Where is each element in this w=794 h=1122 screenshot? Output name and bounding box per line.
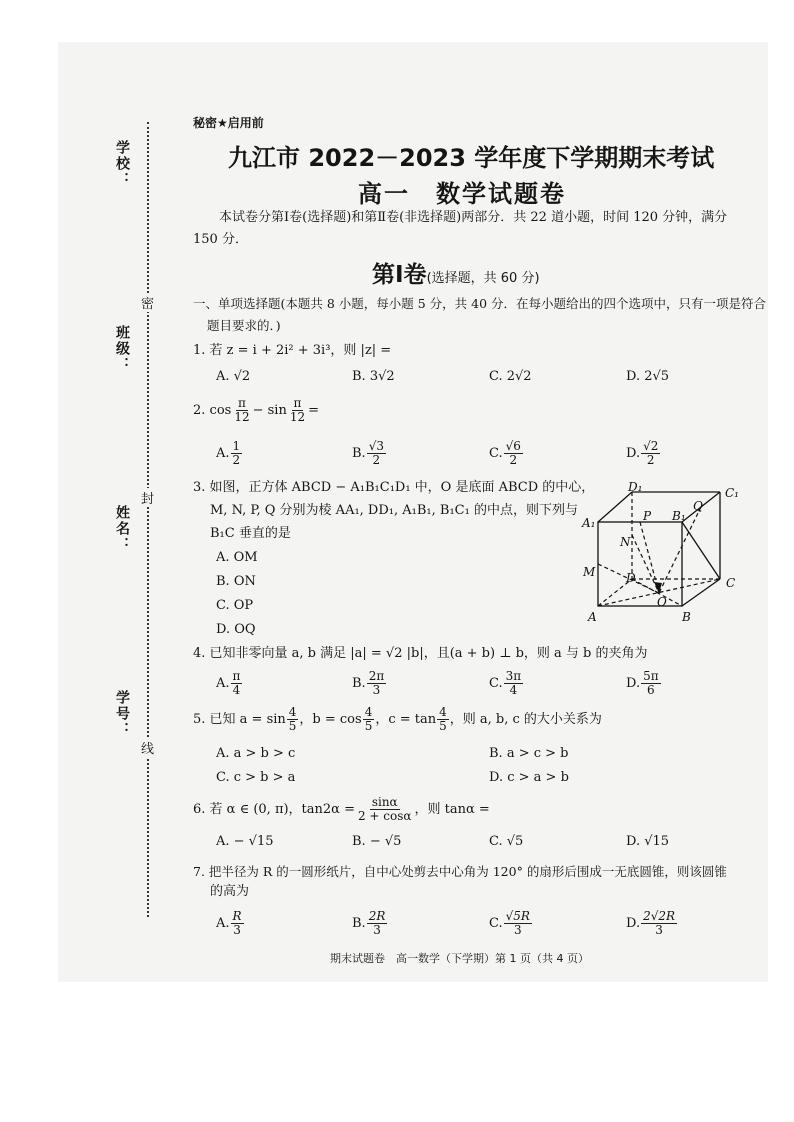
q4-d-label: D. [626, 676, 641, 691]
q2-frac-2 [288, 397, 307, 424]
q4-c-label: C. [489, 676, 503, 691]
cube-label-a: A [588, 610, 597, 624]
cube-label-a1: A₁ [582, 516, 596, 530]
q2-a-label: A. [216, 446, 230, 461]
part1-note: (选择题，共 60 分) [426, 271, 540, 286]
q2-b-n: √3 [368, 439, 384, 453]
q2-option-c [489, 440, 524, 467]
cube-label-p: P [643, 509, 652, 523]
q4-b-n: 2π [368, 669, 385, 683]
page-footer: 期末试题卷 高一数学（下学期）第 1 页（共 4 页） [330, 952, 589, 965]
q1-option-a: A. √2 [216, 369, 251, 384]
q7-option-a [216, 910, 245, 937]
cube-label-n: N [620, 535, 631, 549]
q2-frac-1 [232, 397, 251, 424]
cube-label-q: Q [693, 499, 703, 513]
q2-c-label: C. [489, 446, 503, 461]
q2-frac-2-d: 12 [289, 410, 306, 424]
q2-mid: − sin [252, 402, 287, 418]
q7-a-label: A. [216, 916, 230, 931]
q4-stem: 4. 已知非零向量 a, b 满足 |a| = √2 |b|，且(a + b) ⊥ b，则 a 与 b 的夹角为 [193, 646, 648, 661]
cube-label-b: B [682, 610, 691, 624]
q7-b-label: B. [352, 916, 366, 931]
q2-end: = [308, 402, 320, 418]
q6-frac-n: sinα [371, 795, 398, 809]
q7-b-n: 2R [368, 909, 386, 923]
q4-option-b [352, 670, 387, 697]
q4-option-a [216, 670, 243, 697]
q7-c-n: √5R [505, 909, 530, 923]
q7-option-d [626, 910, 678, 937]
q2-c-n: √6 [505, 439, 521, 453]
q5-pre: 5. 已知 a = sin [193, 711, 286, 727]
q2-d-n: √2 [643, 439, 659, 453]
q6-option-d: D. √15 [626, 834, 670, 849]
secret-note: 秘密★启用前 [193, 116, 264, 130]
q5-option-a: A. a > b > c [216, 746, 296, 761]
q3-line1: 3. 如图，正方体 ABCD − A₁B₁C₁D₁ 中，O 是底面 ABCD 的中心， [193, 480, 595, 495]
q7-c-d: 3 [513, 923, 522, 937]
seal-word-xian: 线 [141, 738, 154, 757]
q4-option-c [489, 670, 524, 697]
q3-option-a: A. OM [216, 550, 258, 565]
q3-line3: B₁C 垂直的是 [210, 526, 291, 541]
q7-a-d: 3 [233, 923, 241, 937]
q6-stem [193, 796, 490, 823]
q2-option-a [216, 440, 243, 467]
q6-pre: 6. 若 α ∈ (0, π)，tan2α = [193, 801, 355, 817]
q1-stem: 1. 若 z = i + 2i² + 3i³，则 |z| = [193, 343, 392, 358]
q5-f2-n: 4 [364, 705, 373, 719]
cube-line-b1c [682, 522, 720, 579]
q2-option-b [352, 440, 387, 467]
q4-d-d: 6 [647, 683, 655, 697]
cube-figure [580, 482, 755, 627]
q4-b-d: 3 [372, 683, 381, 697]
q2-a-n: 1 [232, 439, 241, 453]
cube-label-c: C [726, 576, 736, 590]
q4-d-n: 5π [643, 669, 659, 683]
cube-label-o: O [657, 595, 667, 609]
q7-option-b [352, 910, 388, 937]
student-id-label: 学号： [114, 690, 130, 738]
q3-option-c: C. OP [216, 598, 254, 613]
q7-line1: 7. 把半径为 R 的一圆形纸片，自中心处剪去中心角为 120° 的扇形后围成一无底圆锥，则该圆锥 [193, 864, 727, 879]
q4-a-n: π [232, 669, 241, 683]
q3-option-b: B. ON [216, 574, 256, 589]
q6-frac-d: 2 + cosα [357, 809, 412, 823]
binding-dotted-line [147, 122, 149, 917]
class-label: 班级： [114, 325, 130, 373]
q2-d-label: D. [626, 446, 641, 461]
q2-b-label: B. [352, 446, 366, 461]
q1-option-b: B. 3√2 [352, 369, 395, 384]
q6-post: ，则 tanα = [414, 801, 490, 817]
q2-d-d: 2 [646, 453, 655, 467]
q7-d-label: D. [626, 916, 641, 931]
q7-c-label: C. [489, 916, 503, 931]
seal-word-feng: 封 [141, 488, 154, 507]
q2-c-d: 2 [509, 453, 518, 467]
q7-a-n: R [232, 909, 242, 923]
q6-option-a: A. − √15 [216, 834, 274, 849]
q4-a-d: 4 [232, 683, 241, 697]
q2-a-d: 2 [232, 453, 241, 467]
cube-label-d1: D₁ [628, 482, 643, 494]
cube-label-c1: C₁ [725, 486, 739, 500]
part1-title: 第Ⅰ卷 [372, 262, 427, 288]
school-label: 学校： [114, 140, 130, 188]
cube-label-b1: B₁ [672, 509, 686, 523]
name-label: 姓名： [114, 505, 130, 553]
seal-word-mi: 密 [141, 293, 154, 312]
q2-frac-1-d: 12 [234, 410, 250, 424]
q5-f2-d: 5 [364, 719, 373, 733]
cube-label-d: D [626, 571, 636, 585]
q2-frac-2-n: π [293, 396, 302, 410]
q2-b-d: 2 [372, 453, 381, 467]
q5-option-c: C. c > b > a [216, 770, 296, 785]
q5-f1-d: 5 [288, 719, 297, 733]
q2-num: 2. cos [193, 402, 232, 418]
q5-f3-n: 4 [439, 705, 447, 719]
q5-option-b: B. a > c > b [489, 746, 569, 761]
q1-option-c: C. 2√2 [489, 369, 532, 384]
q5-stem [193, 706, 602, 733]
q5-f3-d: 5 [439, 719, 447, 733]
q7-option-c [489, 910, 533, 937]
q5-mid2: ，c = tan [375, 711, 437, 727]
section1-title: 一、单项选择题(本题共 8 小题，每小题 5 分，共 40 分．在每小题给出的四个选项中，只有一项是符合题目要求的．) [193, 296, 767, 333]
cube-edge-a1d1 [598, 492, 632, 522]
q7-d-d: 3 [655, 923, 663, 937]
q4-c-n: 3π [505, 669, 522, 683]
q4-option-d [626, 670, 662, 697]
q5-option-d: D. c > a > b [489, 770, 569, 785]
exam-title: 九江市 2022－2023 学年度下学期期末考试 [228, 144, 715, 172]
q7-b-d: 3 [373, 923, 381, 937]
q5-mid1: ，b = cos [299, 711, 362, 727]
cube-label-m: M [583, 565, 596, 579]
exam-intro: 本试卷分第Ⅰ卷(选择题)和第Ⅱ卷(非选择题)两部分．共 22 道小题，时间 120 分钟，满分 150 分． [193, 210, 728, 247]
q7-d-n: 2√2R [643, 909, 676, 923]
cube-front-face [598, 522, 682, 606]
q1-option-d: D. 2√5 [626, 369, 670, 384]
part1-heading [372, 256, 540, 289]
q5-post: ，则 a, b, c 的大小关系为 [449, 711, 602, 727]
q6-option-b: B. − √5 [352, 834, 402, 849]
q4-a-label: A. [216, 676, 230, 691]
q5-f1-n: 4 [288, 705, 297, 719]
q3-option-d: D. OQ [216, 622, 256, 637]
q2-option-d [626, 440, 661, 467]
q3-line2: M, N, P, Q 分别为棱 AA₁, DD₁, A₁B₁, B₁C₁ 的中点，则下列与 [210, 503, 578, 518]
exam-subtitle: 高一 数学试题卷 [358, 180, 566, 208]
q4-c-d: 4 [509, 683, 518, 697]
q4-b-label: B. [352, 676, 366, 691]
q2-stem [193, 397, 319, 424]
q6-option-c: C. √5 [489, 834, 524, 849]
q2-frac-1-n: π [238, 396, 246, 410]
q7-line2: 的高为 [210, 884, 250, 899]
